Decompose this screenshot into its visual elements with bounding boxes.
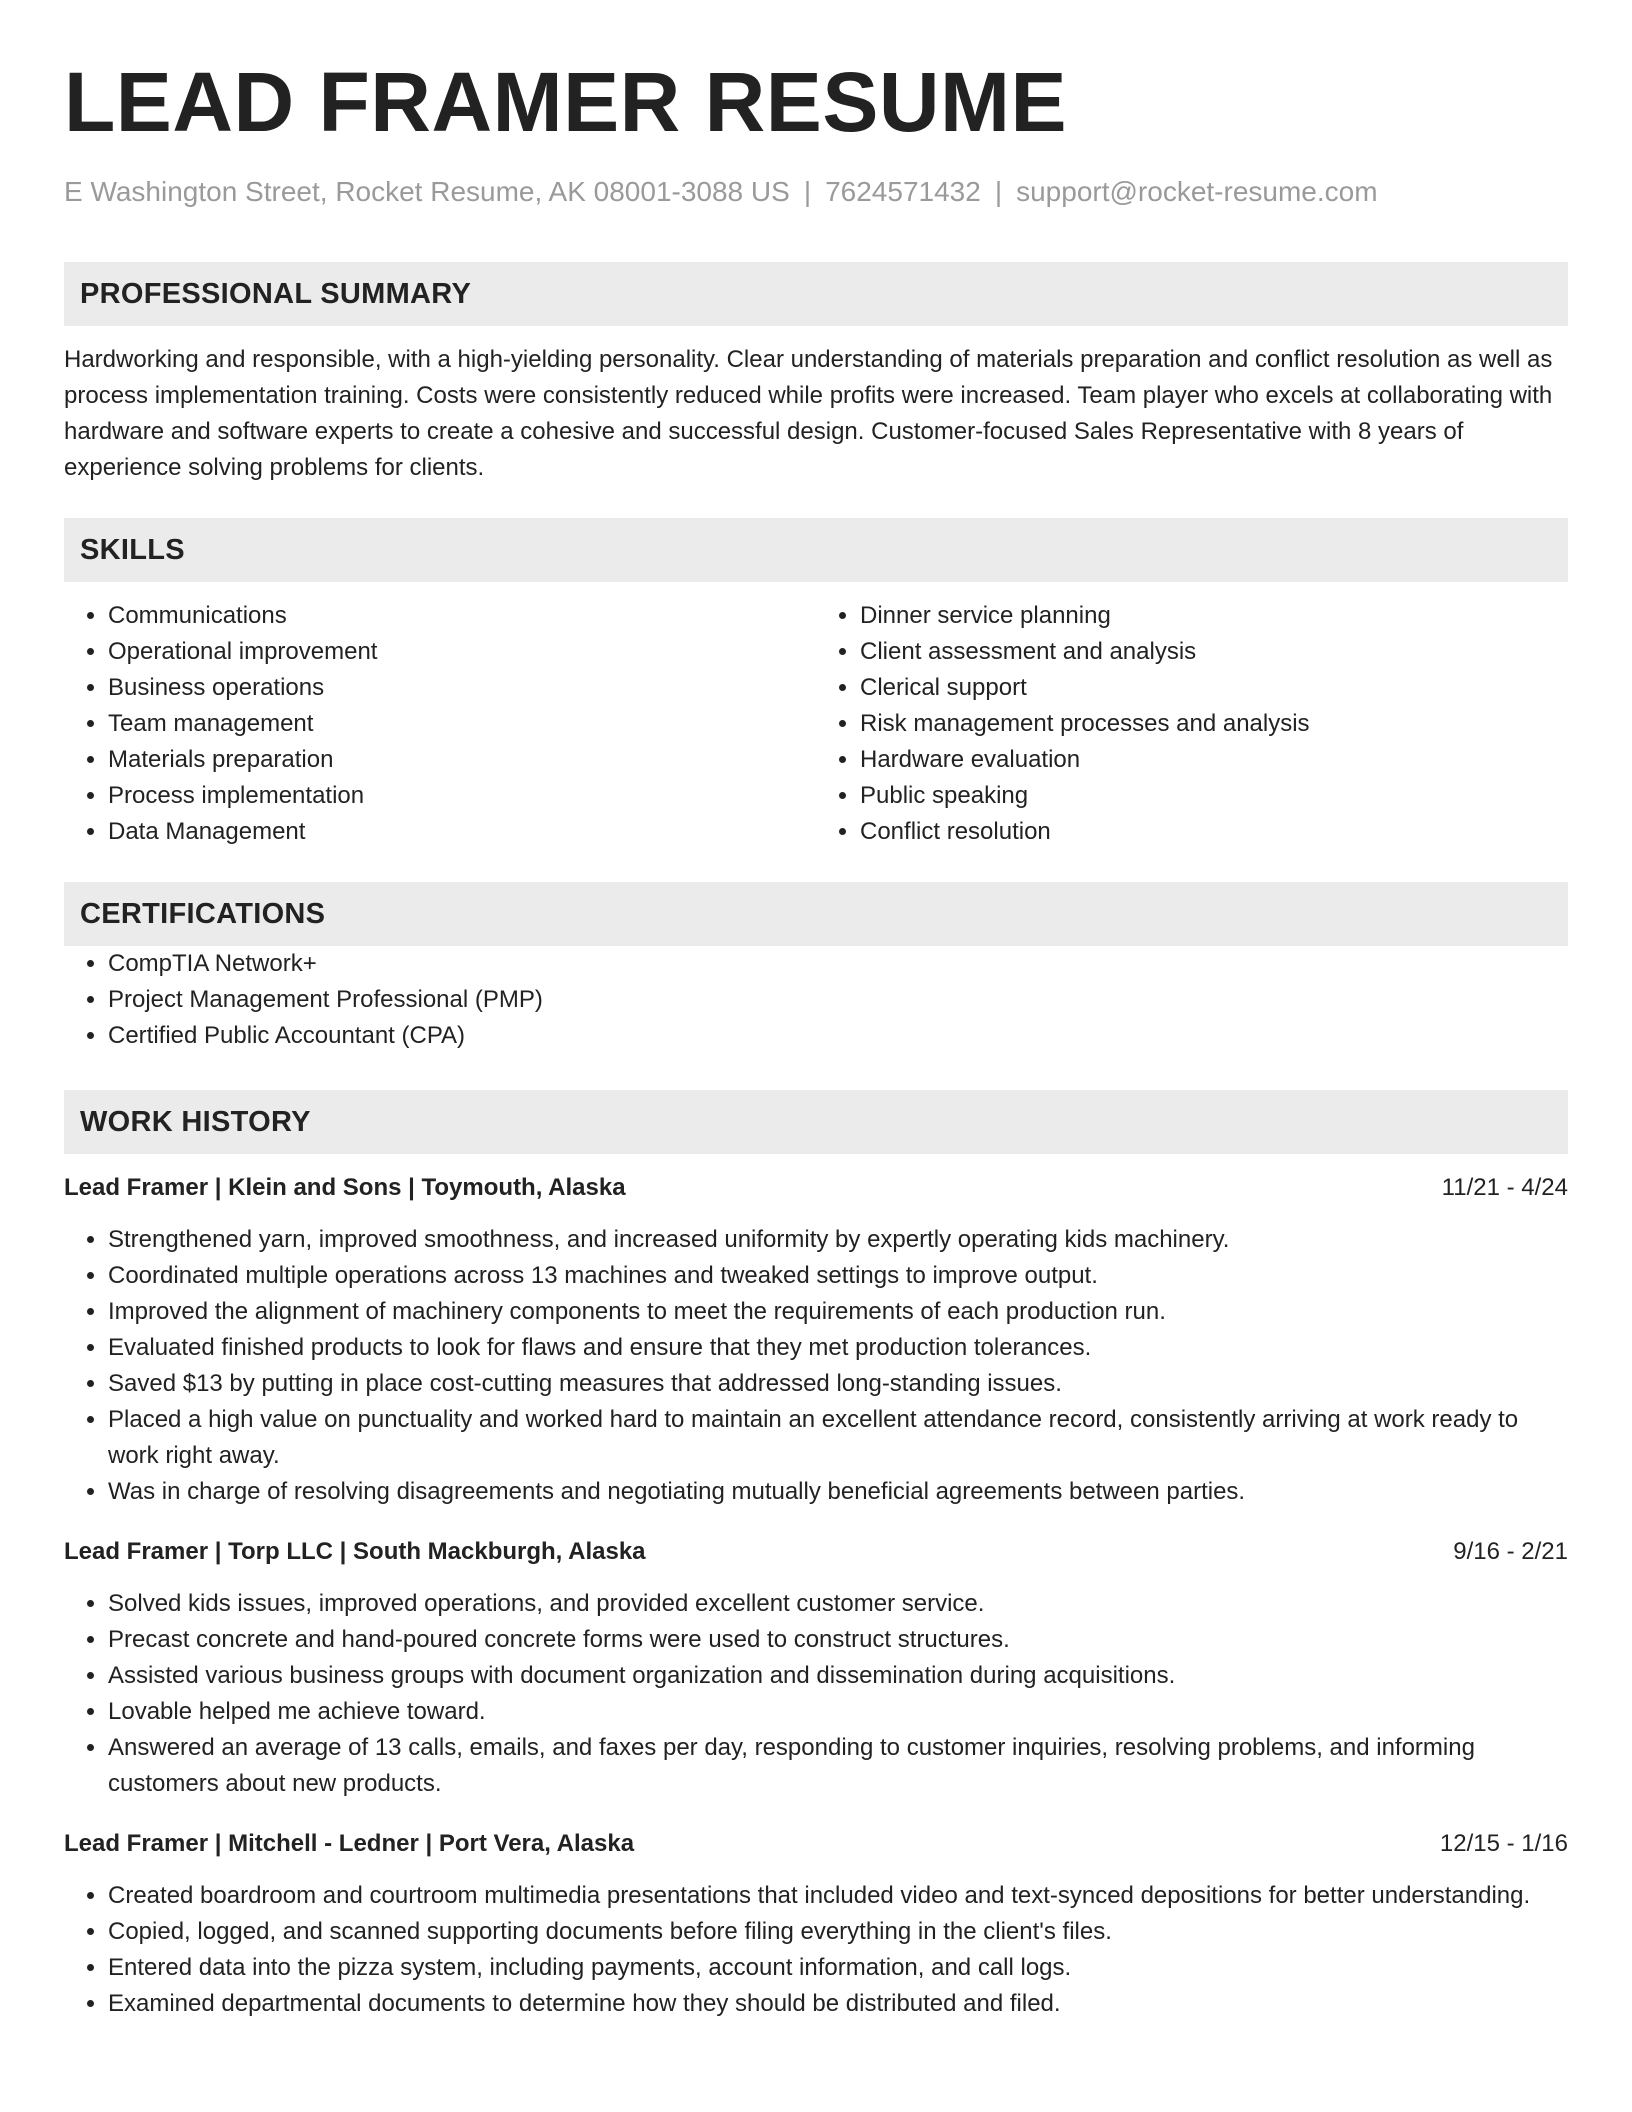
job-dates: 12/15 - 1/16 [1439,1830,1568,1857]
skill-item: • Business operations [108,670,816,706]
job-header [64,1534,1568,1570]
professional-summary-text: Hardworking and responsible, with a high-yielding personality. Clear understanding of materials preparation and conflict resolution as well as process implementation training. Costs were consistently reduced while profits were increased. Team player who excels at collaborating with hardware and software experts to create a cohesive and successful design. Customer-focused Sales Representative with 8 years of experience solving problems for clients. [64,346,1553,481]
contact-email: support@rocket-resume.com [1016,176,1378,207]
job-bullet: • Solved kids issues, improved operations, and provided excellent customer service. [108,1586,1568,1622]
contact-separator: | [803,176,812,207]
job-title: Lead Framer | Klein and Sons | Toymouth, Alaska [64,1174,626,1201]
job-title: Lead Framer | Torp LLC | South Mackburgh, Alaska [64,1538,646,1565]
job-bullet: • Copied, logged, and scanned supporting documents before filing everything in the client's files. [108,1914,1568,1950]
job-entry [64,1826,1568,2022]
job-bullet: • Answered an average of 13 calls, emails, and faxes per day, responding to customer inquiries, resolving problems, and informing customers about new products. [108,1730,1568,1802]
job-bullet: • Strengthened yarn, improved smoothness, and increased uniformity by expertly operating kids machinery. [108,1222,1568,1258]
certification-item: • Project Management Professional (PMP) [108,982,1568,1018]
skill-item: • Hardware evaluation [860,742,1568,778]
job-bullet: • Precast concrete and hand-poured concrete forms were used to construct structures. [108,1622,1568,1658]
work-history-list [64,1170,1568,2022]
job-dates: 9/16 - 2/21 [1453,1538,1568,1565]
job-header [64,1170,1568,1206]
skill-item: • Conflict resolution [860,814,1568,850]
job-entry [64,1170,1568,1510]
skills-list-right [816,598,1568,850]
job-bullet: • Improved the alignment of machinery components to meet the requirements of each production run. [108,1294,1568,1330]
job-bullets [64,1222,1568,1510]
job-bullet: • Examined departmental documents to determine how they should be distributed and filed. [108,1986,1568,2022]
job-bullet: • Saved $13 by putting in place cost-cutting measures that addressed long-standing issues. [108,1366,1568,1402]
job-bullets [64,1878,1568,2022]
section-header-work-history: WORK HISTORY [64,1090,1568,1154]
skill-item: • Materials preparation [108,742,816,778]
skill-item: • Operational improvement [108,634,816,670]
job-bullet: • Coordinated multiple operations across 13 machines and tweaked settings to improve output. [108,1258,1568,1294]
job-dates: 11/21 - 4/24 [1441,1174,1568,1201]
job-bullet: • Was in charge of resolving disagreements and negotiating mutually beneficial agreements between parties. [108,1474,1568,1510]
job-entry [64,1534,1568,1802]
skill-item: • Clerical support [860,670,1568,706]
job-header [64,1826,1568,1862]
skill-item: • Data Management [108,814,816,850]
section-header-professional-summary: PROFESSIONAL SUMMARY [64,262,1568,326]
skill-item: • Client assessment and analysis [860,634,1568,670]
skills-grid [64,598,1568,850]
certification-item: • CompTIA Network+ [108,946,1568,982]
contact-line [64,174,1568,210]
skill-item: • Public speaking [860,778,1568,814]
job-bullet: • Placed a high value on punctuality and worked hard to maintain an excellent attendance record, consistently arriving at work ready to work right away. [108,1402,1568,1474]
certifications-list [64,946,1568,1054]
job-bullet: • Assisted various business groups with document organization and dissemination during acquisitions. [108,1658,1568,1694]
skills-list-left [64,598,816,850]
skill-item: • Process implementation [108,778,816,814]
section-header-skills: SKILLS [64,518,1568,582]
contact-address: E Washington Street, Rocket Resume, AK 08001-3088 US [64,176,790,207]
section-header-certifications: CERTIFICATIONS [64,882,1568,946]
resume-title: LEAD FRAMER RESUME [64,55,1068,149]
skill-item: • Team management [108,706,816,742]
job-bullet: • Lovable helped me achieve toward. [108,1694,1568,1730]
skill-item: • Dinner service planning [860,598,1568,634]
skill-item: • Communications [108,598,816,634]
skill-item: • Risk management processes and analysis [860,706,1568,742]
job-title: Lead Framer | Mitchell - Ledner | Port Vera, Alaska [64,1830,635,1857]
job-bullet: • Entered data into the pizza system, including payments, account information, and call logs. [108,1950,1568,1986]
job-bullets [64,1586,1568,1802]
contact-phone: 7624571432 [825,176,981,207]
certification-item: • Certified Public Accountant (CPA) [108,1018,1568,1054]
job-bullet: • Created boardroom and courtroom multimedia presentations that included video and text-synced depositions for better understanding. [108,1878,1568,1914]
contact-separator: | [994,176,1003,207]
job-bullet: • Evaluated finished products to look for flaws and ensure that they met production tolerances. [108,1330,1568,1366]
